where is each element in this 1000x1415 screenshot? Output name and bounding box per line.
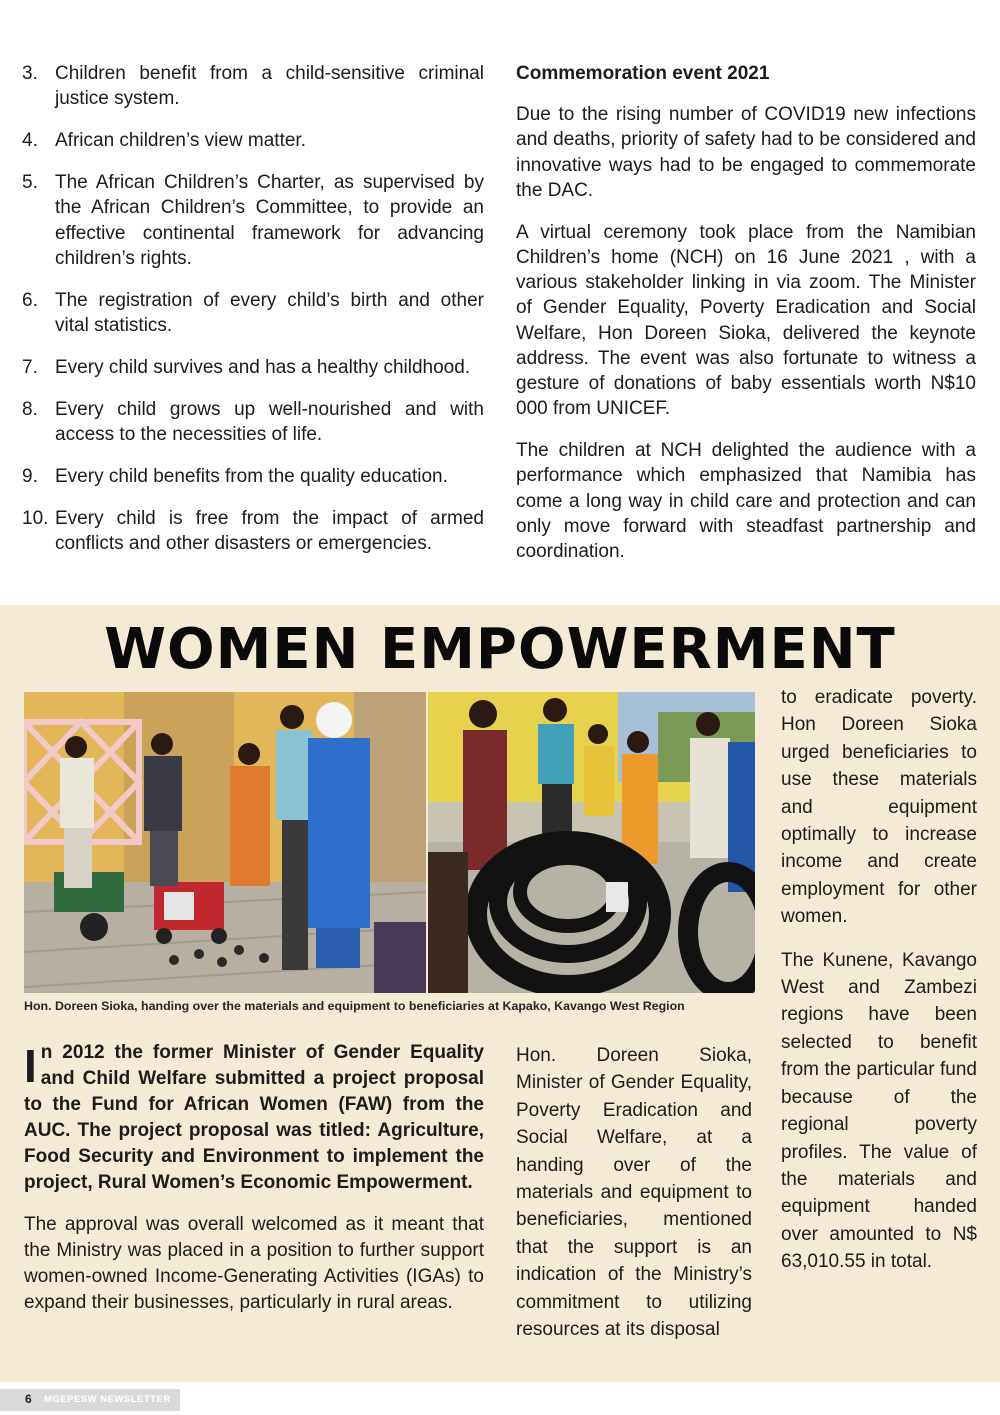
middle-column: Hon. Doreen Sioka, Minister of Gender Equality, Poverty Eradication and Social Welfare, at a handing over of the materials and equipment to beneficiaries, mentioned that the support is an indication of the Ministry’s commitment to utilizing resources at its disposal	[516, 1045, 752, 1341]
intro-column	[24, 1040, 484, 1316]
intro-paragraph: In 2012 the former Minister of Gender Equality and Child Welfare submitted a project proposal to the Fund for African Women (FAW) from the AUC. The project proposal was titled: Agriculture, Food Security and Environment to implement the project, Rural Women’s Economic Empowerment.	[24, 1040, 484, 1193]
commemoration-section	[516, 61, 976, 581]
list-item: 5. The African Children’s Charter, as supervised by the African Children’s Committee, to provide an effective continental framework for advancing children’s rights.	[22, 172, 484, 269]
list-item: 3. Children benefit from a child-sensitive criminal justice system.	[22, 63, 484, 110]
list-item: 6. The registration of every child’s birth and other vital statistics.	[22, 289, 484, 337]
list-item: 10. Every child is free from the impact of armed conflicts and other disasters or emergencies.	[22, 508, 484, 555]
paragraph: Due to the rising number of COVID19 new infections and deaths, priority of safety had to be considered and innovative ways had to be engaged to commemorate the DAC.	[516, 104, 976, 201]
page-number: 6	[25, 1392, 32, 1406]
paragraph: The children at NCH delighted the audience with a performance which emphasized that Namibia has come a long way in child care and protection and can only move forward with steadfast partnership and coordination.	[516, 440, 976, 563]
list-item: 7. Every child survives and has a healthy childhood.	[22, 357, 471, 379]
handover-photo-left-image	[24, 692, 426, 993]
section-heading: Commemoration event 2021	[516, 63, 770, 84]
photo-caption: Hon. Doreen Sioka, handing over the materials and equipment to beneficiaries at Kapako, Kavango West Region	[24, 999, 685, 1013]
list-item: 8. Every child grows up well-nourished and with access to the necessities of life.	[22, 399, 484, 446]
paragraph: The Kunene, Kavango West and Zambezi regions have been selected to benefit from the particular fund because of the regional poverty profiles. The value of the materials and equipment handed over amounted to N$ 63,010.55 in total.	[781, 949, 977, 1273]
publication-name: MGEPESW NEWSLETTER	[44, 1394, 171, 1405]
drop-cap: I	[24, 1040, 37, 1092]
right-column	[781, 684, 977, 1292]
paragraph: to eradicate poverty. Hon Doreen Sioka urged beneficiaries to use these materials and equipment optimally to increase income and create employment for other women.	[781, 687, 977, 928]
list-item: 9. Every child benefits from the quality education.	[22, 466, 448, 488]
paragraph: A virtual ceremony took place from the Namibian Children’s home (NCH) on 16 June 2021 , with a various stakeholder linking in via zoom. The Minister of Gender Equality, Poverty Eradication and Social Welfare, Hon Doreen Sioka, delivered the keynote address. The event was also fortunate to witness a gesture of donations of baby essentials worth N$10 000 from UNICEF.	[516, 221, 976, 420]
list-item: 4. African children’s view matter.	[22, 130, 306, 152]
handover-photo-right-image	[428, 692, 755, 993]
handover-photo-left	[24, 692, 426, 993]
paragraph: The approval was overall welcomed as it meant that the Ministry was placed in a position to further support women-owned Income-Generating Activities (IGAs) to expand their businesses, particularly in rural areas.	[24, 1214, 484, 1313]
handover-photo-right	[428, 692, 755, 993]
objectives-list	[22, 61, 484, 573]
section-title: WOMEN EMPOWERMENT	[104, 617, 896, 682]
